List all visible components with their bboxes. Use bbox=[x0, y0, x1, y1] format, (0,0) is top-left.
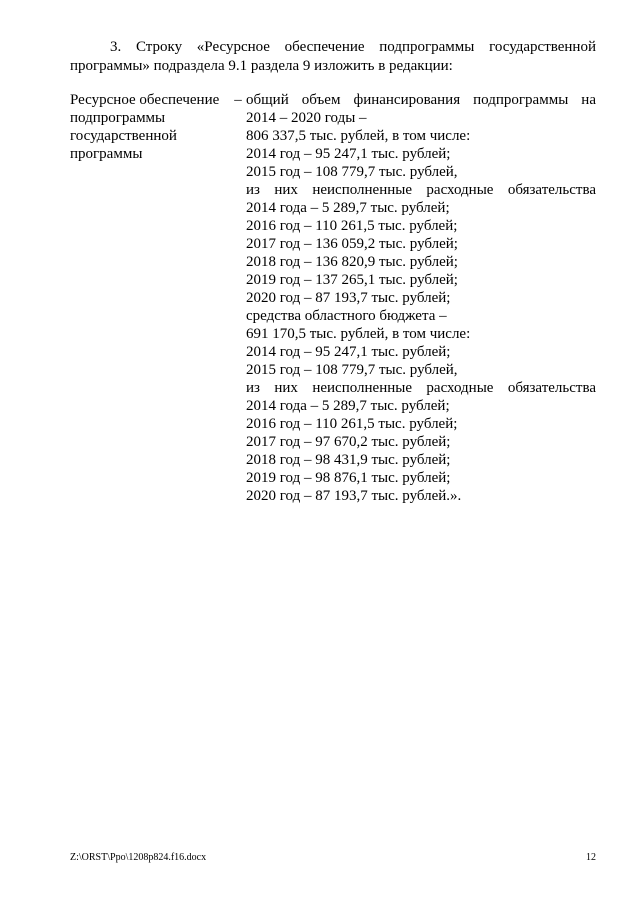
content-line: из них неисполненные расходные обязательства bbox=[246, 182, 596, 198]
content-line: 2020 год – 87 193,7 тыс. рублей; bbox=[246, 290, 451, 306]
row-dash: – bbox=[234, 92, 242, 108]
content-line: 2015 год – 108 779,7 тыс. рублей, bbox=[246, 164, 458, 180]
footer-file-path: Z:\ORST\Ppo\1208p824.f16.docx bbox=[70, 852, 207, 863]
content-line: 2019 год – 137 265,1 тыс. рублей; bbox=[246, 272, 458, 288]
content-line: 2020 год – 87 193,7 тыс. рублей.». bbox=[246, 488, 462, 504]
intro-paragraph bbox=[70, 38, 596, 76]
content-line: 2014 года – 5 289,7 тыс. рублей; bbox=[246, 200, 450, 216]
row-label bbox=[70, 91, 230, 505]
intro-line-1: 3. Строку «Ресурсное обеспечение подпрограммы государственной bbox=[110, 39, 596, 55]
content-line: 2019 год – 98 876,1 тыс. рублей; bbox=[246, 470, 451, 486]
content-line: 691 170,5 тыс. рублей, в том числе: bbox=[246, 326, 471, 342]
content-line: 2016 год – 110 261,5 тыс. рублей; bbox=[246, 218, 458, 234]
row-content bbox=[246, 91, 596, 505]
content-line: 2014 – 2020 годы – bbox=[246, 110, 367, 126]
content-line: 2014 год – 95 247,1 тыс. рублей; bbox=[246, 344, 451, 360]
footer-page-number: 12 bbox=[586, 852, 596, 863]
intro-line-2: программы» подраздела 9.1 раздела 9 изложить в редакции: bbox=[70, 58, 453, 74]
content-line: 2017 год – 97 670,2 тыс. рублей; bbox=[246, 434, 451, 450]
content-line: 2014 года – 5 289,7 тыс. рублей; bbox=[246, 398, 450, 414]
content-line: общий объем финансирования подпрограммы на bbox=[246, 92, 596, 108]
row-label-line: Ресурсное обеспечение bbox=[70, 92, 220, 108]
resource-table-row bbox=[70, 91, 596, 505]
content-line: средства областного бюджета – bbox=[246, 308, 447, 324]
content-line: из них неисполненные расходные обязательства bbox=[246, 380, 596, 396]
row-label-line: подпрограммы bbox=[70, 110, 166, 126]
content-line: 2015 год – 108 779,7 тыс. рублей, bbox=[246, 362, 458, 378]
content-line: 2017 год – 136 059,2 тыс. рублей; bbox=[246, 236, 458, 252]
content-line: 806 337,5 тыс. рублей, в том числе: bbox=[246, 128, 471, 144]
row-label-line: государственной bbox=[70, 128, 177, 144]
content-line: 2018 год – 98 431,9 тыс. рублей; bbox=[246, 452, 451, 468]
row-label-line: программы bbox=[70, 146, 143, 162]
content-line: 2018 год – 136 820,9 тыс. рублей; bbox=[246, 254, 458, 270]
content-line: 2014 год – 95 247,1 тыс. рублей; bbox=[246, 146, 451, 162]
content-line: 2016 год – 110 261,5 тыс. рублей; bbox=[246, 416, 458, 432]
